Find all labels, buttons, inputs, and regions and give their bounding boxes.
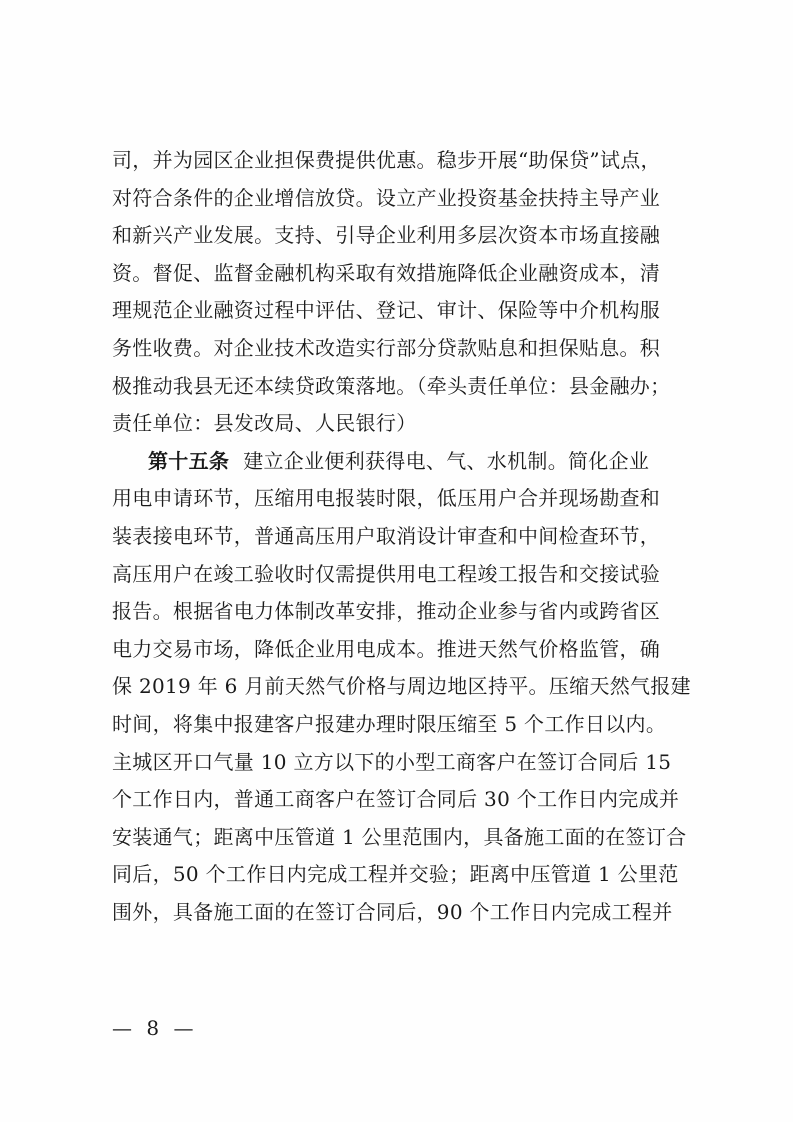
text-line: 高压用户在竣工验收时仅需提供用电工程竣工报告和交接试验	[112, 561, 661, 586]
text-line: 电力交易市场，降低企业用电成本。推进天然气价格监管，确	[112, 636, 661, 661]
text-line: 资。督促、监督金融机构采取有效措施降低企业融资成本，清	[112, 260, 661, 285]
text-line: 个工作日内，普通工商客户在签订合同后 30 个工作日内完成并	[112, 787, 680, 812]
article-first-line: 建立企业便利获得电、气、水机制。简化企业	[243, 448, 650, 473]
text-line: 时间，将集中报建客户报建办理时限压缩至 5 个工作日以内。	[112, 711, 667, 736]
text-line: 主城区开口气量 10 立方以下的小型工商客户在签订合同后 15	[112, 749, 672, 774]
body-text	[112, 142, 697, 931]
text-line: 务性收费。对企业技术改造实行部分贷款贴息和担保贴息。积	[112, 335, 661, 360]
text-line: 用电申请环节，压缩用电报装时限，低压用户合并现场勘查和	[112, 486, 661, 511]
text-line: 保 2019 年 6 月前天然气价格与周边地区持平。压缩天然气报建	[112, 674, 691, 699]
article-15-heading-line	[112, 443, 697, 481]
text-line: 极推动我县无还本续贷政策落地。（牵头责任单位：县金融办；	[112, 373, 671, 398]
page-number: — 8 —	[112, 1016, 198, 1040]
article-label: 第十五条	[148, 448, 230, 473]
text-line: 和新兴产业发展。支持、引导企业利用多层次资本市场直接融	[112, 223, 661, 248]
text-line: 安装通气；距离中压管道 1 公里范围内，具备施工面的在签订合	[112, 824, 687, 849]
text-line: 报告。根据省电力体制改革安排，推动企业参与省内或跨省区	[112, 599, 661, 624]
text-line: 责任单位：县发改局、人民银行）	[112, 411, 417, 436]
text-line: 司，并为园区企业担保费提供优惠。稳步开展“助保贷”试点，	[112, 148, 661, 172]
text-line: 装表接电环节，普通高压用户取消设计审查和中间检查环节，	[112, 523, 661, 548]
text-line: 对符合条件的企业增信放贷。设立产业投资基金扶持主导产业	[112, 185, 661, 210]
text-line: 围外，具备施工面的在签订合同后，90 个工作日内完成工程并	[112, 899, 673, 924]
text-line: 理规范企业融资过程中评估、登记、审计、保险等中介机构服	[112, 298, 661, 323]
text-line: 同后，50 个工作日内完成工程并交验；距离中压管道 1 公里范	[112, 862, 679, 887]
